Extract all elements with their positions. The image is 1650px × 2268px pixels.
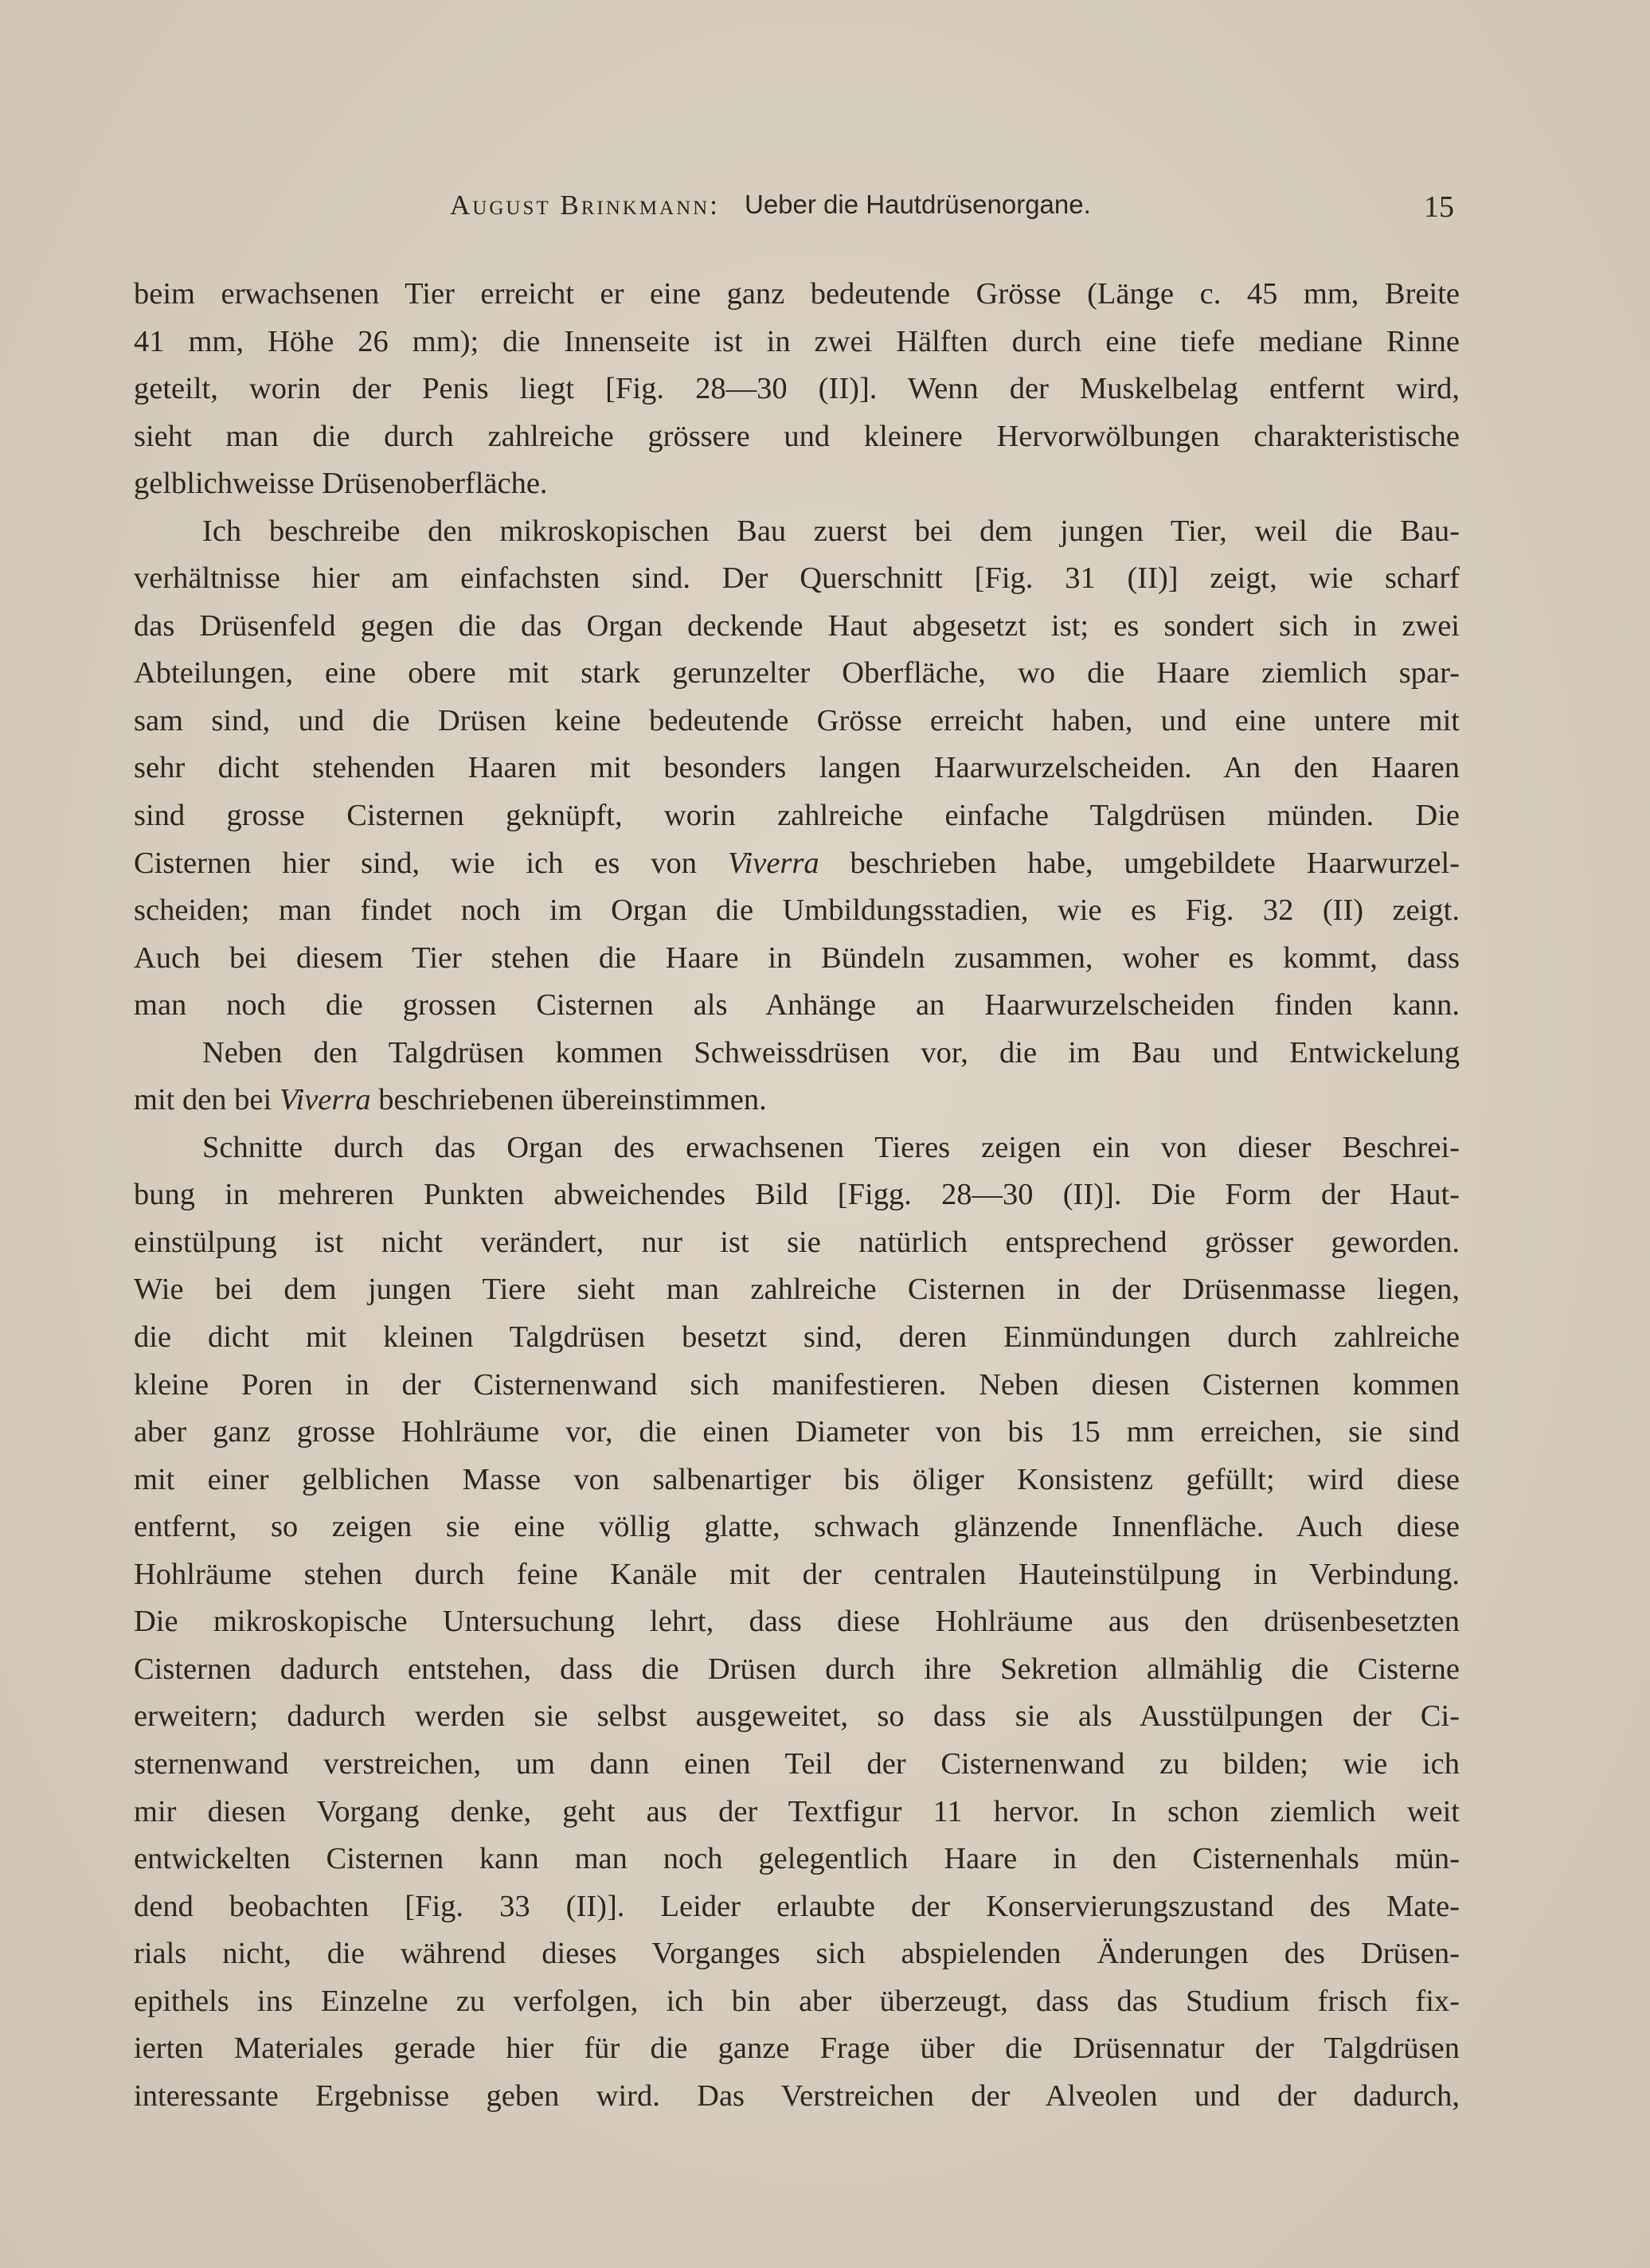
text-line: [134, 1504, 1460, 1551]
text-line: [134, 603, 1460, 651]
text-span: einstülpung ist nicht verändert, nur ist sie natürlich entsprechend grösser geworden.: [134, 1225, 1460, 1259]
text-span: sehr dicht stehenden Haaren mit besonders langen Haarwurzelscheiden. An den Haaren: [134, 751, 1460, 785]
text-span: Hohlräume stehen durch feine Kanäle mit der centralen Hauteinstülpung in Verbindung.: [134, 1557, 1460, 1591]
text-line: [134, 508, 1460, 556]
text-line: [134, 1171, 1460, 1219]
text-span: geteilt, worin der Penis liegt [Fig. 28—30 (II)]. Wenn der Muskelbelag entfernt wird,: [134, 372, 1460, 406]
text-span: die dicht mit kleinen Talgdrüsen besetzt sind, deren Einmündungen durch zahlreiche: [134, 1320, 1460, 1355]
text-line: [134, 555, 1460, 603]
text-line: [134, 1930, 1460, 1978]
text-line: [134, 1741, 1460, 1789]
text-span: scheiden; man findet noch im Organ die Umbildungsstadien, wie es Fig. 32 (II) zeigt.: [134, 894, 1460, 928]
text-line: [134, 413, 1460, 461]
text-line: [134, 1077, 1460, 1124]
text-span: bung in mehreren Punkten abweichendes Bild [Figg. 28—30 (II)]. Die Form der Haut-: [134, 1178, 1460, 1212]
text-line: [134, 2025, 1460, 2073]
text-span: entfernt, so zeigen sie eine völlig glatte, schwach glänzende Innenfläche. Auch diese: [134, 1510, 1460, 1544]
text-line: [134, 1551, 1460, 1599]
text-span: mir diesen Vorgang denke, geht aus der Textfigur 11 hervor. In schon ziemlich weit: [134, 1794, 1460, 1828]
text-line: [134, 1836, 1460, 1883]
text-span: aber ganz grosse Hohlräume vor, die einen Diameter von bis 15 mm erreichen, sie sind: [134, 1415, 1460, 1449]
text-line: [134, 1883, 1460, 1931]
author-colon: :: [710, 190, 720, 221]
text-span: dend beobachten [Fig. 33 (II)]. Leider erlaubte der Konservierungszustand des Mate-: [134, 1889, 1460, 1923]
text-line: [134, 1219, 1460, 1267]
text-span: mit den bei: [134, 1083, 280, 1117]
italic-genus-name: Viverra: [279, 1083, 371, 1117]
text-span: Wie bei dem jungen Tiere sieht man zahlreiche Cisternen in der Drüsenmasse liegen,: [134, 1273, 1460, 1307]
text-line: [134, 460, 1460, 508]
text-span: beim erwachsenen Tier erreicht er eine ganz bedeutende Grösse (Länge c. 45 mm, Breite: [134, 277, 1460, 311]
text-span: ierten Materiales gerade hier für die ganze Frage über die Drüsennatur der Talgdrüsen: [134, 2031, 1460, 2066]
text-line: [134, 1978, 1460, 2026]
text-span: beschrieben habe, umgebildete Haarwurzel-: [819, 846, 1460, 880]
text-line: [134, 887, 1460, 935]
text-span: sternenwand verstreichen, um dann einen Teil der Cisternenwand zu bilden; wie ich: [134, 1746, 1460, 1781]
text-line: [134, 1693, 1460, 1741]
text-line: [134, 366, 1460, 413]
text-line: [134, 1457, 1460, 1504]
text-span: kleine Poren in der Cisternenwand sich manifestieren. Neben diesen Cisternen kommen: [134, 1367, 1460, 1402]
running-head-author: [450, 190, 728, 221]
text-line: [134, 1598, 1460, 1646]
text-span: Abteilungen, eine obere mit stark gerunzelter Oberfläche, wo die Haare ziemlich spar-: [134, 656, 1460, 690]
text-span: Auch bei diesem Tier stehen die Haare in Bündeln zusammen, woher es kommt, dass: [134, 940, 1460, 975]
text-line: [134, 1124, 1460, 1172]
text-span: beschriebenen übereinstimmen.: [370, 1083, 767, 1117]
text-span: sam sind, und die Drüsen keine bedeutende Grösse erreicht haben, und eine untere mit: [134, 703, 1460, 737]
text-line: [134, 1030, 1460, 1077]
author-name: August Brinkmann: [450, 190, 710, 221]
text-span: Schnitte durch das Organ des erwachsenen Tieres zeigen ein von dieser Beschrei-: [202, 1130, 1460, 1164]
text-span: sind grosse Cisternen geknüpft, worin zahlreiche einfache Talgdrüsen münden. Die: [134, 799, 1460, 833]
text-span: Die mikroskopische Untersuchung lehrt, dass diese Hohlräume aus den drüsenbesetzten: [134, 1605, 1460, 1639]
text-span: verhältnisse hier am einfachsten sind. Der Querschnitt [Fig. 31 (II)] zeigt, wie scharf: [134, 561, 1460, 596]
text-line: [134, 745, 1460, 792]
text-line: [134, 1314, 1460, 1362]
text-line: [134, 1789, 1460, 1836]
text-span: mit einer gelblichen Masse von salbenartiger bis öliger Konsistenz gefüllt; wird diese: [134, 1462, 1460, 1496]
text-line: [134, 840, 1460, 888]
text-span: Ich beschreibe den mikroskopischen Bau zuerst bei dem jungen Tier, weil die Bau-: [202, 514, 1460, 548]
text-span: Neben den Talgdrüsen kommen Schweissdrüsen vor, die im Bau und Entwickelung: [202, 1035, 1460, 1069]
text-span: 41 mm, Höhe 26 mm); die Innenseite ist in zwei Hälften durch eine tiefe mediane Rinne: [134, 324, 1460, 358]
text-span: erweitern; dadurch werden sie selbst ausgeweitet, so dass sie als Ausstülpungen der Ci-: [134, 1699, 1460, 1734]
text-line: [134, 319, 1460, 366]
text-line: [134, 792, 1460, 840]
text-line: [134, 1266, 1460, 1314]
text-line: [134, 935, 1460, 983]
text-line: [134, 2073, 1460, 2121]
text-line: [134, 698, 1460, 745]
text-span: Cisternen dadurch entstehen, dass die Drüsen durch ihre Sekretion allmählig die Cisterne: [134, 1652, 1460, 1686]
text-line: [134, 1646, 1460, 1694]
text-span: Cisternen hier sind, wie ich es von: [134, 846, 728, 880]
text-span: rials nicht, die während dieses Vorganges sich abspielenden Änderungen des Drüsen-: [134, 1937, 1460, 1971]
text-span: interessante Ergebnisse geben wird. Das Verstreichen der Alveolen und der dadurch,: [134, 2078, 1460, 2113]
text-line: [134, 982, 1460, 1030]
text-span: epithels ins Einzelne zu verfolgen, ich bin aber überzeugt, dass das Studium frisch fix-: [134, 1984, 1460, 2018]
page-number: 15: [1424, 190, 1454, 224]
text-line: [134, 650, 1460, 698]
text-line: [134, 1409, 1460, 1457]
body-text: [134, 271, 1460, 2120]
text-span: gelblichweisse Drüsenoberfläche.: [134, 467, 548, 501]
text-line: [134, 271, 1460, 319]
text-span: man noch die grossen Cisternen als Anhänge an Haarwurzelscheiden finden kann.: [134, 988, 1460, 1023]
running-head-title: Ueber die Hautdrüsenorgane.: [745, 190, 1091, 219]
text-line: [134, 1362, 1460, 1410]
text-span: das Drüsenfeld gegen die das Organ deckende Haut abgesetzt ist; es sondert sich in zwei: [134, 608, 1460, 643]
text-span: sieht man die durch zahlreiche grössere und kleinere Hervorwölbungen charakteristische: [134, 419, 1460, 453]
text-span: entwickelten Cisternen kann man noch gelegentlich Haare in den Cisternenhals mün-: [134, 1842, 1460, 1876]
italic-genus-name: Viverra: [727, 846, 819, 880]
running-head: [135, 190, 1457, 237]
